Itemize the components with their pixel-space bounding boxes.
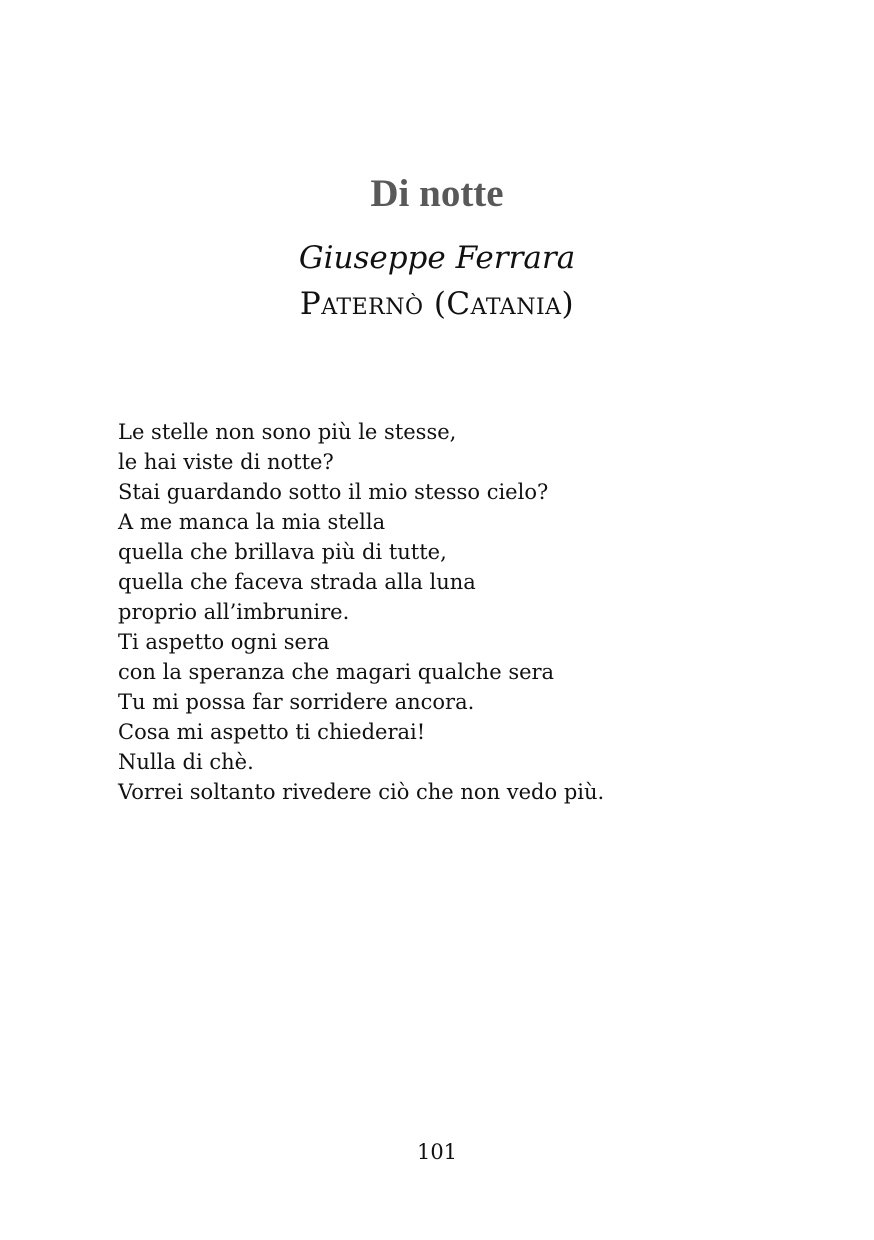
poem-line: Tu mi possa far sorridere ancora.: [118, 690, 475, 714]
poem-line: con la speranza che magari qualche sera: [118, 660, 555, 684]
poem-line: proprio all’imbrunire.: [118, 600, 350, 624]
poem-line: Le stelle non sono più le stesse,: [118, 420, 457, 444]
poem-title: Di notte: [370, 172, 504, 215]
page-number: 101: [416, 1140, 458, 1164]
poem-line: quella che brillava più di tutte,: [118, 540, 447, 564]
poem-line: Vorrei soltanto rivedere ciò che non vedo più.: [118, 780, 605, 804]
poem-line: quella che faceva strada alla luna: [118, 570, 476, 594]
poem-body: [118, 417, 798, 807]
poem-line: Nulla di chè.: [118, 750, 254, 774]
poem-line: Stai guardando sotto il mio stesso cielo?: [118, 480, 549, 504]
poem-author: Giuseppe Ferrara: [298, 240, 576, 276]
poem-line: Cosa mi aspetto ti chiederai!: [118, 720, 426, 744]
author-place: Paternò (Catania): [299, 286, 575, 322]
poem-line: A me manca la mia stella: [118, 510, 386, 534]
poem-line: le hai viste di notte?: [118, 450, 334, 474]
poem-line: Ti aspetto ogni sera: [118, 630, 330, 654]
